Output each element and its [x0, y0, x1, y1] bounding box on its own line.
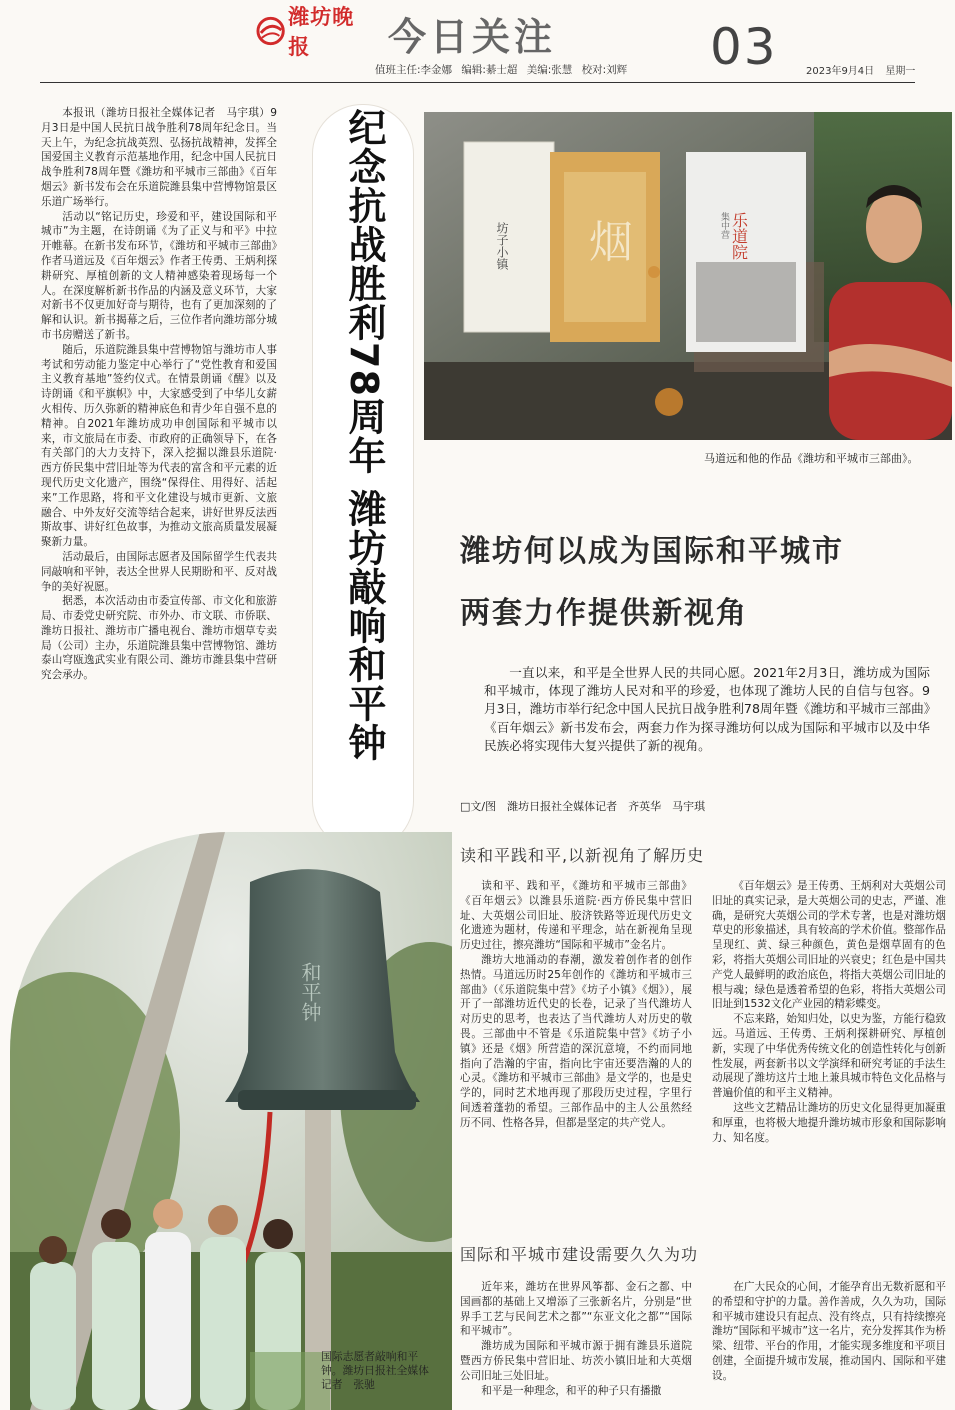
- book-3-title: 乐道院: [729, 212, 749, 260]
- paragraph: 和平是一种理念，和平的种子只有播撒: [481, 1384, 662, 1397]
- top-photo-caption: 马道远和他的作品《潍坊和平城市三部曲》。: [704, 452, 919, 465]
- paragraph: 《百年烟云》是王传勇、王炳利对大英烟公司旧址的真实记录，是大英烟公司的史志，严谨、准确，是研究大英烟公司的学术专著，也是对潍坊烟草史的形象描述，具有较高的学术价值。整部作品呈现红、黄、绿三种颜色，黄色是烟草固有的色彩，将指大英烟公司旧址的兴衰史；红色是中国共产党人最鲜明的政治底色，将指大英烟公司旧址的根与魂；绿色是透着希望的色彩，将指大英烟公司旧址到1532文化产业园的精彩蝶变。: [712, 880, 946, 1011]
- paragraph: 近年来，潍坊在世界风筝都、金石之都、中国画都的基础上又增添了三张新名片，分别是“世界手工艺与民间艺术之都”“东亚文化之都”“国际和平城市”。: [460, 1281, 692, 1338]
- book-1: [464, 142, 554, 332]
- bell-photo: [10, 832, 452, 1410]
- paragraph: 随后，乐道院潍县集中营博物馆与潍坊市人事考试和劳动能力鉴定中心举行了“党性教育和爱国主义教育基地”签约仪式。在情景朗诵《醒》以及诗朗诵《和平旗帜》中，大家感受到了中华儿女薪火相传、历久弥新的精神底色和青少年自强不息的精神。自2021年潍坊成功申创国际和平城市以来，市文旅局在市委、市政府的正确领导下，在各有关部门的大力支持下，深入挖掘以潍县乐道院·西方侨民集中营旧址等为代表的富含和平元素的近现代历史文化遗产，围绕“保得住、用得好、活起来”工作思路，将和平文化建设与城市更新、文旅融合、中外友好交流等结合起来，讲好世界反法西斯故事、讲好红色故事，为推动文旅高质量发展凝聚新力量。: [41, 343, 277, 549]
- top-photo: [424, 112, 952, 440]
- section2-column2: [712, 1280, 946, 1384]
- paragraph: 活动最后，由国际志愿者及国际留学生代表共同敲响和平钟，表达全世界人民期盼和平、反对战争的美好祝愿。: [41, 550, 277, 593]
- logo-swirl-icon: [256, 16, 285, 46]
- issue-weekday: 星期一: [885, 66, 916, 77]
- paper-name: 潍坊晚报: [288, 5, 355, 59]
- issue-date: 2023年9月4日: [806, 66, 875, 77]
- section2-column1: [460, 1280, 692, 1398]
- paragraph: 活动以“铭记历史，珍爱和平，建设国际和平城市”为主题，在诗朗诵《为了正义与和平》中拉开帷幕。在新书发布环节，《潍坊和平城市三部曲》作者马道远及《百年烟云》作者王传勇、王炳利探耕研究、厚植创新的文人精神感染着现场每一个人。在深度解析新书作品的内涵及意义环节，大家对新书不仅更加好奇与期待，也有了更加深刻的了解和认识。新书揭幕之后，三位作者向潍坊部分城市书房赠送了新书。: [41, 210, 277, 341]
- bell-photo-illustration: [10, 832, 452, 1410]
- paragraph: 潍坊成为国际和平城市源于拥有潍县乐道院暨西方侨民集中营旧址、坊茨小镇旧址和大英烟公司旧址三处旧址。: [460, 1340, 692, 1382]
- section1-column2: [712, 879, 946, 1145]
- staff-credits: 值班主任:李金娜 编辑:綦士超 美编:张慧 校对:刘辉: [375, 64, 628, 76]
- book-1-title: 坊子小镇: [495, 222, 509, 270]
- book-2: [550, 152, 660, 342]
- main-lead-text: 一直以来，和平是全世界人民的共同心愿。2021年2月3日，潍坊成为国际和平城市，体现了潍坊人民对和平的珍爱，也体现了潍坊人民的自信与包容。9月3日，潍坊市举行纪念中国人民抗日战争胜利78周年暨《潍坊和平城市三部曲》《百年烟云》新书发布会，两套力作为探寻潍坊何以成为国际和平城市以及中华民族必将实现伟大复兴提供了新的视角。: [484, 665, 930, 753]
- paragraph: 不忘来路，始知归处，以史为鉴，方能行稳致远。马道远、王传勇、王炳利探耕研究、厚植创新，实现了中华优秀传统文化的创造性转化与创新性发展，两套新书以文学演绎和研究考证的手法生动展现了潍坊这片土地上兼具城市特色文化品格与普遍价值的和平主义精神。: [712, 1013, 946, 1100]
- vertical-headline: 纪念抗战胜利78周年 潍坊敲响和平钟: [342, 108, 386, 763]
- masthead-logo: [256, 5, 374, 59]
- page-number: 03: [710, 18, 778, 76]
- book-3-subtitle: 集中营: [719, 212, 729, 239]
- paragraph: 本报讯（潍坊日报社全媒体记者 马宇琪）9月3日是中国人民抗日战争胜利78周年纪念日。当天上午，为纪念抗战英烈、弘扬抗战精神，发挥全国爱国主义教育示范基地作用，纪念中国人民抗日战争胜利78周年暨《潍坊和平城市三部曲》《百年烟云》新书发布会在乐道院潍县集中营博物馆景区乐道广场举行。: [41, 107, 277, 208]
- paragraph: 据悉，本次活动由市委宣传部、市文化和旅游局、市委党史研究院、市外办、市文联、市侨联、潍坊日报社、潍坊市广播电视台、潍坊市烟草专卖局（公司）主办，乐道院潍县集中营博物馆、潍坊泰山穹瓯逸武实业有限公司、潍坊市潍县集中营研究会承办。: [41, 595, 277, 682]
- bell-inscription: 和平钟: [298, 962, 322, 1022]
- bell-photo-caption: 国际志愿者敲响和平钟。潍坊日报社全媒体记者 张驰: [321, 1350, 429, 1391]
- section-title: 今日关注: [388, 14, 557, 59]
- book-3: [686, 152, 806, 352]
- main-headline-line1: 潍坊何以成为国际和平城市: [460, 534, 844, 569]
- subhead-1: 读和平践和平,以新视角了解历史: [460, 846, 705, 865]
- paragraph: 读和平、践和平，《潍坊和平城市三部曲》《百年烟云》以潍县乐道院·西方侨民集中营旧址、大英烟公司旧址、胶济铁路等近现代历史文化遗迹为题材，传递和平理念，站在新视角呈现历史过往，擦亮潍坊“国际和平城市”金名片。: [460, 880, 692, 952]
- masthead-rule: [40, 82, 915, 83]
- paragraph: 在广大民众的心间，才能孕育出无数祈愿和平的希望和守护的力量。善作善成，久久为功，国际和平城市建设只有起点、没有终点，只有持续擦亮潍坊“国际和平城市”这一名片，充分发挥其作为桥梁、纽带、平台的作用，才能实现多维度和平项目创建，全面提升城市发展，推动国内、国际和平建设。: [712, 1281, 946, 1382]
- dateline: [806, 62, 915, 77]
- main-headline-line2: 两套力作提供新视角: [460, 596, 748, 631]
- main-lead: [484, 664, 930, 755]
- main-byline: □文/图 潍坊日报社全媒体记者 齐英华 马宇琪: [460, 800, 706, 813]
- paragraph: 这些文艺精品让潍坊的历史文化显得更加凝重和厚重，也将极大地提升潍坊城市形象和国际影响力、知名度。: [712, 1101, 946, 1144]
- left-article: [41, 106, 277, 683]
- section1-column1: [460, 879, 692, 1131]
- book-2-title: 烟: [589, 217, 633, 268]
- top-photo-illustration: [424, 112, 952, 440]
- paragraph: 潍坊大地涌动的春潮，激发着创作者的创作热情。马道远历时25年创作的《潍坊和平城市三部曲》（《乐道院集中营》《坊子小镇》《烟》），展开了一部潍坊近代史的长卷，记录了当代潍坊人对历史的思考，也表达了当代潍坊人对历史的敬畏。三部曲中不管是《乐道院集中营》《坊子小镇》还是《烟》所营造的深沉意境，不约而同地指向了浩瀚的宇宙，指向比宇宙还要浩瀚的人的心灵。《潍坊和平城市三部曲》是文学的，也是史学的，同时艺术地再现了那段历史过程，字里行间透着蓬勃的希望。三部作品中的主人公虽然经历不同、性格各异，但都是坚定的共产党人。: [460, 953, 692, 1129]
- subhead-2: 国际和平城市建设需要久久为功: [460, 1245, 699, 1264]
